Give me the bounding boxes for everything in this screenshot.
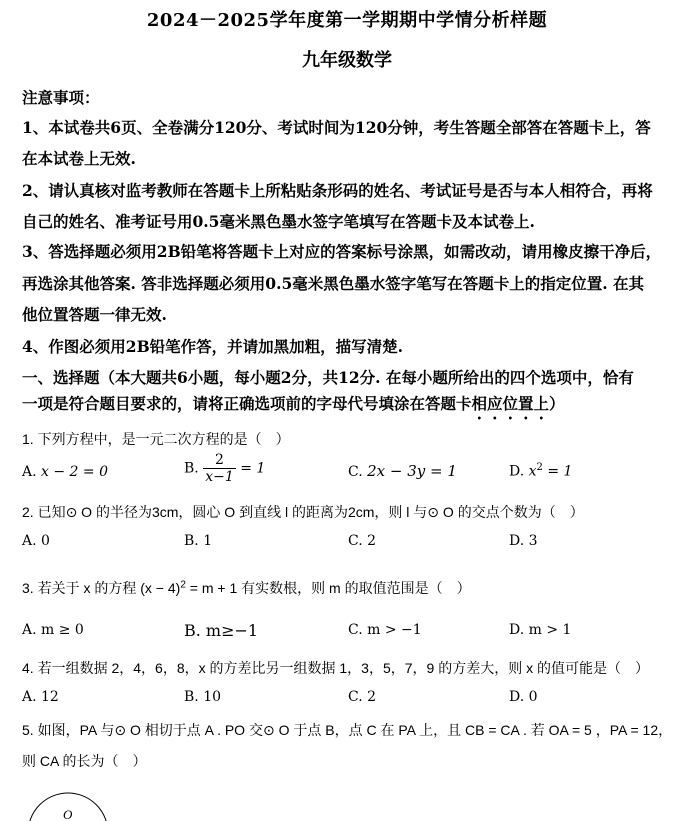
question-4-option-c: C. 2 bbox=[348, 689, 377, 705]
notice-item-3-line3: 他位置答题一律无效. bbox=[22, 305, 167, 324]
figure-label-o: O bbox=[63, 807, 73, 821]
notice-item-2-line1: 2、请认真核对监考教师在答题卡上所粘贴条形码的姓名、考试证号是否与本人相符合，再将 bbox=[22, 181, 653, 200]
section-heading-line1: 一、选择题（本大题共6小题，每小题2分，共12分. 在每小题所给出的四个选项中，恰有 bbox=[22, 368, 634, 387]
question-1-option-c: C. 2x − 3y = 1 bbox=[348, 462, 457, 480]
notice-item-1-line2: 在本试卷上无效. bbox=[22, 149, 136, 168]
question-2-option-b: B. 1 bbox=[184, 533, 213, 549]
question-5-stem-line1: 5. 如图，PA 与⊙ O 相切于点 A . PO 交⊙ O 于点 B，点 C 在 PA 上，且 CB = CA . 若 OA = 5 ，PA = 12， bbox=[22, 722, 673, 738]
section-heading-close: ） bbox=[549, 394, 565, 413]
question-3-option-d: D. m > 1 bbox=[509, 622, 572, 638]
question-2-option-a: A. 0 bbox=[22, 533, 50, 549]
question-4-option-a: A. 12 bbox=[22, 689, 59, 705]
section-heading-line2 bbox=[22, 392, 565, 423]
page-title: 2024－2025学年度第一学期期中学情分析样题 bbox=[146, 10, 548, 31]
section-heading-emphasis: 相应位置上 bbox=[471, 394, 550, 413]
question-3-option-b: B. m≥−1 bbox=[184, 621, 259, 640]
question-2-option-d: D. 3 bbox=[509, 533, 538, 549]
notice-item-2-line2: 自己的姓名、准考证号用0.5毫米黑色墨水签字笔填写在答题卡及本试卷上. bbox=[22, 212, 535, 231]
question-4-option-b: B. 10 bbox=[184, 689, 222, 705]
question-5-stem-line2: 则 CA 的长为（ ） bbox=[22, 753, 147, 769]
question-1-option-b: B. $\frac{2}{x-1}$ = 1 bbox=[184, 452, 266, 485]
question-4-stem: 4. 若一组数据 2，4，6，8，x 的方差比另一组数据 1，3，5，7，9 的方差大，则 x 的值可能是（ ） bbox=[22, 660, 649, 676]
notice-item-4-line1: 4、作图必须用2B铅笔作答，并请加黑加粗，描写清楚. bbox=[22, 337, 404, 356]
notice-item-3-line2: 再选涂其他答案. 答非选择题必须用0.5毫米黑色墨水签字笔写在答题卡上的指定位置. 在其 bbox=[22, 274, 645, 293]
question-1-option-d: D. $x^2 = 1$ bbox=[509, 462, 573, 480]
question-1-stem: 1. 下列方程中，是一元二次方程的是（ ） bbox=[22, 431, 290, 447]
question-1-option-a: A. x − 2 = 0 bbox=[22, 464, 108, 480]
question-2-stem: 2. 已知⊙ O 的半径为3cm，圆心 O 到直线 l 的距离为2cm，则 l 与⊙ O 的交点个数为（ ） bbox=[22, 504, 584, 520]
question-2-option-c: C. 2 bbox=[348, 533, 377, 549]
notice-heading: 注意事项： bbox=[22, 88, 100, 107]
question-1-option-b-fraction: $\frac{2}{x-1}$ bbox=[205, 452, 234, 485]
notice-item-3-line1: 3、答选择题必须用2B铅笔将答题卡上对应的答案标号涂黑，如需改动，请用橡皮擦干净后， bbox=[22, 242, 662, 261]
question-3-option-a: A. m ≥ 0 bbox=[22, 622, 84, 638]
question-4-option-d: D. 0 bbox=[509, 689, 538, 705]
question-3-stem: 3. 若关于 x 的方程 $(x - 4)^2 = m + 1$ 有实数根，则 m 的取值范围是（ ） bbox=[22, 579, 471, 596]
notice-item-1-line1: 1、本试卷共6页、全卷满分120分、考试时间为120分钟，考生答题全部答在答题卡上，答 bbox=[22, 118, 651, 137]
question-5-figure bbox=[18, 785, 118, 821]
question-3-option-c: C. m > −1 bbox=[348, 622, 422, 638]
section-heading-text: 一项是符合题目要求的，请将正确选项前的字母代号填涂在答题卡 bbox=[22, 394, 472, 413]
page-subtitle: 九年级数学 bbox=[302, 50, 392, 71]
